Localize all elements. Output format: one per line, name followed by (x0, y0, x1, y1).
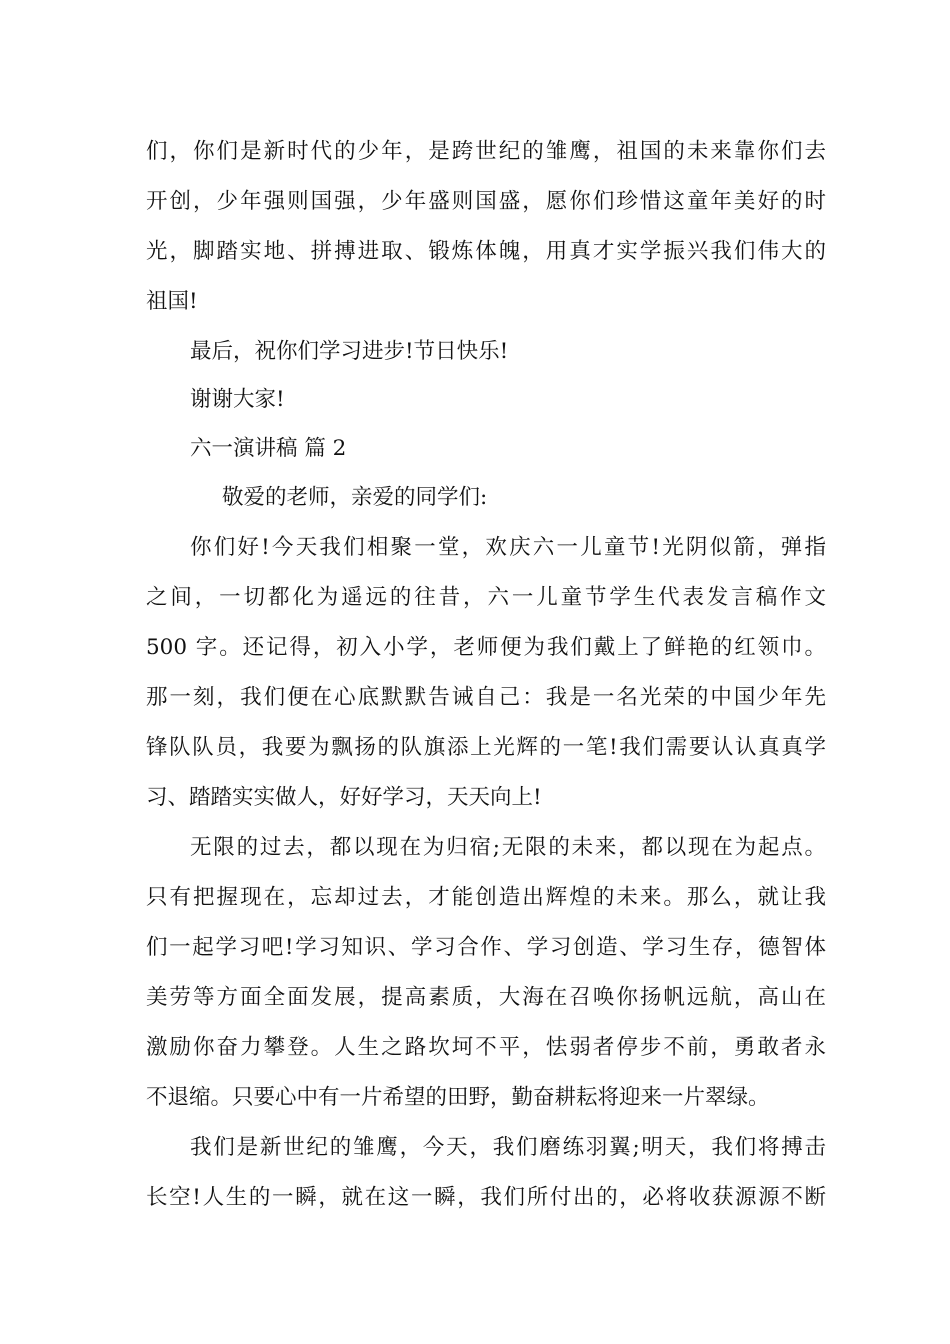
text-line: 习、踏踏实实做人，好好学习，天天向上! (146, 785, 542, 810)
text-line: 只有把握现在，忘却过去，才能创造出辉煌的未来。那么，就让我 (146, 885, 826, 910)
text-line: 长空!人生的一瞬，就在这一瞬，我们所付出的，必将收获源源不断 (146, 1185, 826, 1210)
text-line: 那一刻，我们便在心底默默告诫自己：我是一名光荣的中国少年先 (146, 685, 826, 710)
text-line: 激励你奋力攀登。人生之路坎坷不平，怯弱者停步不前，勇敢者永 (146, 1035, 826, 1060)
section-heading: 六一演讲稿 篇 2 (190, 436, 347, 461)
text-line: 500 字。还记得，初入小学，老师便为我们戴上了鲜艳的红领巾。 (146, 635, 826, 660)
text-line: 不退缩。只要心中有一片希望的田野，勤奋耕耘将迎来一片翠绿。 (146, 1085, 770, 1110)
text-line: 们一起学习吧!学习知识、学习合作、学习创造、学习生存，德智体 (146, 935, 826, 960)
text-line: 之间，一切都化为遥远的往昔，六一儿童节学生代表发言稿作文 (146, 585, 826, 610)
text-line: 开创，少年强则国强，少年盛则国盛，愿你们珍惜这童年美好的时 (146, 189, 826, 214)
text-line: 我们是新世纪的雏鹰，今天，我们磨练羽翼;明天，我们将搏击 (190, 1135, 826, 1160)
text-line: 锋队队员，我要为飘扬的队旗添上光辉的一笔!我们需要认认真真学 (146, 735, 826, 760)
salutation: 敬爱的老师，亲爱的同学们: (222, 485, 488, 510)
text-line: 无限的过去，都以现在为归宿;无限的未来，都以现在为起点。 (190, 835, 826, 860)
text-line: 最后，祝你们学习进步!节日快乐! (190, 339, 509, 364)
text-line: 美劳等方面全面发展，提高素质，大海在召唤你扬帆远航，高山在 (146, 985, 826, 1010)
text-line: 们，你们是新时代的少年，是跨世纪的雏鹰，祖国的未来靠你们去 (146, 139, 826, 164)
text-line: 光，脚踏实地、拼搏进取、锻炼体魄，用真才实学振兴我们伟大的 (146, 239, 826, 264)
text-line: 你们好!今天我们相聚一堂，欢庆六一儿童节!光阴似箭，弹指 (190, 535, 826, 560)
text-line: 谢谢大家! (190, 387, 285, 412)
text-line: 祖国! (146, 289, 198, 314)
